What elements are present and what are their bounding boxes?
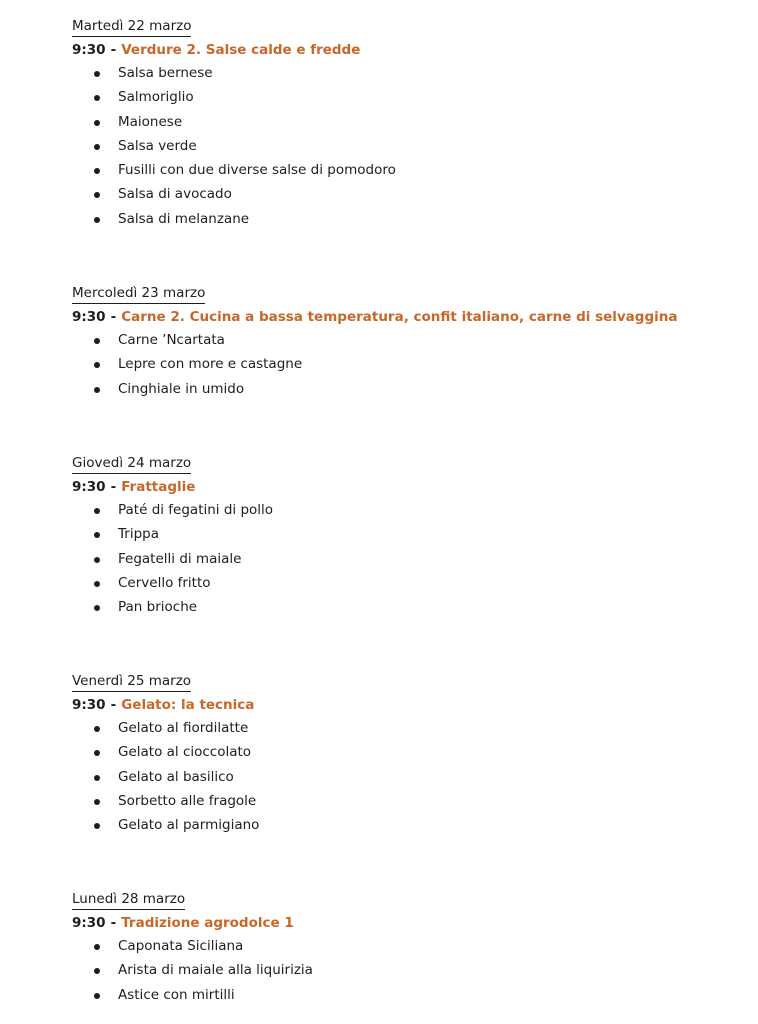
bullet-icon	[94, 532, 100, 538]
dish-name: Salsa bernese	[118, 65, 213, 81]
bullet-icon	[94, 168, 100, 174]
session-title: Verdure 2. Salse calde e fredde	[121, 42, 361, 58]
session-separator: -	[110, 697, 117, 713]
dish-list-item	[72, 352, 732, 376]
dish-name: Paté di fegatini di pollo	[118, 502, 274, 518]
session-separator: -	[110, 479, 117, 495]
dish-name: Gelato al cioccolato	[118, 744, 252, 761]
dish-list-item	[72, 158, 732, 182]
bullet-icon	[94, 750, 100, 756]
dish-name: Salsa verde	[118, 137, 197, 154]
day-block	[72, 453, 732, 619]
session-title: Gelato: la tecnica	[121, 697, 255, 713]
dish-list	[72, 61, 732, 231]
session-time: 9:30	[72, 309, 106, 325]
dish-list-item	[72, 983, 732, 1007]
session-time: 9:30	[72, 479, 106, 495]
dish-list-item	[72, 595, 732, 619]
dish-list-item	[72, 934, 732, 958]
dish-name: Cinghiale in umido	[118, 380, 245, 397]
dish-list-item	[72, 813, 732, 837]
day-block	[72, 283, 732, 401]
dish-name: Arista di maiale alla liquirizia	[118, 962, 313, 979]
dish-list-item	[72, 958, 732, 982]
day-date: Giovedì 24 marzo	[72, 453, 191, 474]
dish-name: Sorbetto alle fragole	[118, 792, 257, 809]
session-separator: -	[110, 915, 117, 931]
day-date: Lunedì 28 marzo	[72, 889, 185, 910]
bullet-icon	[94, 799, 100, 805]
dish-list-item	[72, 110, 732, 134]
dish-list-item	[72, 765, 732, 789]
dish-list-item	[72, 207, 732, 231]
dish-list	[72, 328, 732, 401]
bullet-icon	[94, 944, 100, 950]
day-date: Mercoledì 23 marzo	[72, 283, 205, 304]
dish-name: Lepre con more e castagne	[118, 356, 303, 373]
session-heading	[72, 39, 732, 61]
dish-name: Pan brioche	[118, 599, 198, 616]
dish-list	[72, 716, 732, 837]
dish-list	[72, 934, 732, 1007]
day-block	[72, 671, 732, 837]
dish-name: Carne ’Ncartata	[118, 332, 225, 348]
day-block	[72, 889, 732, 1007]
session-time: 9:30	[72, 697, 106, 713]
session-heading	[72, 694, 732, 716]
session-time: 9:30	[72, 42, 106, 58]
bullet-icon	[94, 192, 100, 198]
dish-name: Salsa di melanzane	[118, 210, 250, 227]
bullet-icon	[94, 338, 100, 344]
day-block	[72, 16, 732, 231]
dish-name: Fusilli con due diverse salse di pomodoro	[118, 162, 396, 179]
dish-list-item	[72, 377, 732, 401]
dish-list-item	[72, 740, 732, 764]
dish-name: Gelato al fiordilatte	[118, 720, 249, 736]
bullet-icon	[94, 217, 100, 223]
bullet-icon	[94, 362, 100, 368]
session-time: 9:30	[72, 915, 106, 931]
dish-name: Gelato al parmigiano	[118, 817, 260, 834]
bullet-icon	[94, 726, 100, 732]
dish-list-item	[72, 789, 732, 813]
session-separator: -	[110, 42, 117, 58]
dish-list-item	[72, 522, 732, 546]
dish-list-item	[72, 571, 732, 595]
bullet-icon	[94, 557, 100, 563]
dish-list-item	[72, 716, 732, 740]
session-title: Frattaglie	[121, 479, 196, 495]
bullet-icon	[94, 993, 100, 999]
session-heading	[72, 912, 732, 934]
dish-name: Salsa di avocado	[118, 186, 232, 203]
dish-list-item	[72, 134, 732, 158]
dish-name: Astice con mirtilli	[118, 986, 235, 1003]
dish-list-item	[72, 328, 732, 352]
dish-list-item	[72, 61, 732, 85]
day-date: Venerdì 25 marzo	[72, 671, 191, 692]
bullet-icon	[94, 120, 100, 126]
session-title: Tradizione agrodolce 1	[121, 915, 294, 931]
session-heading	[72, 476, 732, 498]
dish-name: Salmoriglio	[118, 89, 194, 106]
bullet-icon	[94, 387, 100, 393]
dish-name: Gelato al basilico	[118, 768, 234, 785]
dish-name: Fegatelli di maiale	[118, 550, 242, 567]
dish-name: Maionese	[118, 113, 183, 130]
dish-list-item	[72, 85, 732, 109]
dish-list-item	[72, 547, 732, 571]
bullet-icon	[94, 71, 100, 77]
dish-list-item	[72, 498, 732, 522]
dish-list	[72, 498, 732, 619]
dish-name: Cervello fritto	[118, 574, 211, 591]
session-title: Carne 2. Cucina a bassa temperatura, confit italiano, carne di selvaggina	[121, 309, 678, 325]
dish-name: Caponata Siciliana	[118, 938, 244, 954]
session-heading	[72, 306, 732, 328]
dish-name: Trippa	[118, 526, 159, 543]
day-date: Martedì 22 marzo	[72, 16, 191, 37]
bullet-icon	[94, 581, 100, 587]
session-separator: -	[110, 309, 117, 325]
bullet-icon	[94, 823, 100, 829]
bullet-icon	[94, 775, 100, 781]
dish-list-item	[72, 182, 732, 206]
bullet-icon	[94, 95, 100, 101]
bullet-icon	[94, 508, 100, 514]
bullet-icon	[94, 144, 100, 150]
bullet-icon	[94, 605, 100, 611]
bullet-icon	[94, 968, 100, 974]
